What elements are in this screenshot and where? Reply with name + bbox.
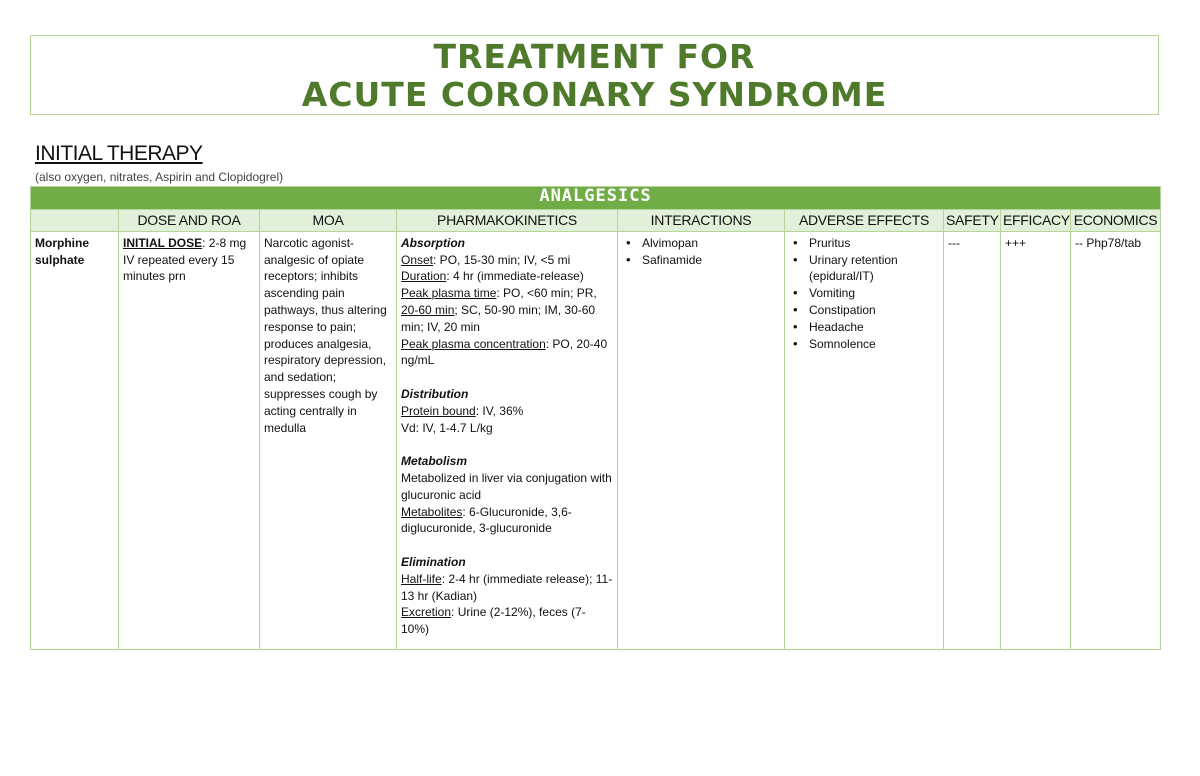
list-item: • Pruritus [809,235,939,252]
drug-name: Morphine sulphate [35,235,89,267]
pk-distribution-heading: Distribution [401,386,469,401]
pk-peak-time: Peak plasma time: PO, <60 min; PR, 20-60 min; SC, 50-90 min; IM, 30-60 min; IV, 20 min [401,286,597,334]
drug-cell [31,231,119,649]
moa-text: Narcotic agonist-analgesic of opiate receptors; inhibits ascending pain pathways, thus altering response to pain; produces analgesia, respiratory depression, and sedation; suppresses cough by acting centrally in medulla [264,235,387,435]
dose-label: INITIAL DOSE [123,235,203,250]
pk-metabolism-text: Metabolized in liver via conjugation with glucuronic acid [401,470,612,502]
pk-onset: Onset: PO, 15-30 min; IV, <5 mi [401,252,571,267]
safety-value: --- [948,235,960,250]
list-item: • Constipation [809,302,939,319]
analgesics-table [30,186,1161,650]
table-row [31,231,1161,649]
section-note: (also oxygen, nitrates, Aspirin and Clopidogrel) [35,170,284,184]
header-efficacy: EFFICACY [1001,210,1071,232]
list-item: • Urinary retention (epidural/IT) [809,252,939,286]
dose-cell [119,231,260,649]
adverse-effects-list [789,235,939,353]
list-item: • Somnolence [809,336,939,353]
pk-peak-concentration: Peak plasma concentration: PO, 20-40 ng/mL [401,336,608,368]
section-heading: INITIAL THERAPY [35,142,203,165]
pk-half-life: Half-life: 2-4 hr (immediate release); 11-13 hr (Kadian) [401,571,613,603]
economics-value: -- Php78/tab [1075,235,1142,250]
adverse-effects-cell [785,231,944,649]
safety-cell [944,231,1001,649]
list-item: • Headache [809,319,939,336]
efficacy-cell [1001,231,1071,649]
pharmacokinetics-cell [397,231,618,649]
list-item: • Safinamide [642,252,780,269]
pk-absorption-heading: Absorption [401,235,465,250]
header-pharmacokinetics: PHARMAKOKINETICS [397,210,618,232]
pk-elimination-heading: Elimination [401,554,466,569]
header-economics: ECONOMICS [1071,210,1161,232]
pk-excretion: Excretion: Urine (2-12%), feces (7-10%) [401,605,586,637]
document-title [30,35,1159,115]
interactions-list [622,235,780,269]
header-row [31,210,1161,232]
pk-vd: Vd: IV, 1-4.7 L/kg [401,420,493,435]
pk-metabolites: Metabolites: 6-Glucuronide, 3,6-diglucuronide, 3-glucuronide [401,504,572,536]
pk-duration: Duration: 4 hr (immediate-release) [401,269,584,284]
interactions-cell [618,231,785,649]
header-adverse-effects: ADVERSE EFFECTS [785,210,944,232]
economics-cell [1071,231,1161,649]
header-drug [31,210,119,232]
header-dose: DOSE AND ROA [119,210,260,232]
list-item: • Vomiting [809,285,939,302]
dose-text: : 2-8 mg IV repeated every 15 minutes prn [123,235,247,284]
title-line-1: TREATMENT FOR [433,37,756,76]
header-interactions: INTERACTIONS [618,210,785,232]
category-band: ANALGESICS [31,187,1161,210]
moa-cell [260,231,397,649]
title-line-2: ACUTE CORONARY SYNDROME [301,75,888,114]
header-moa: MOA [260,210,397,232]
header-safety: SAFETY [944,210,1001,232]
pk-protein-bound: Protein bound: IV, 36% [401,403,524,418]
pk-metabolism-heading: Metabolism [401,454,468,469]
list-item: • Alvimopan [642,235,780,252]
efficacy-value: +++ [1005,235,1027,250]
